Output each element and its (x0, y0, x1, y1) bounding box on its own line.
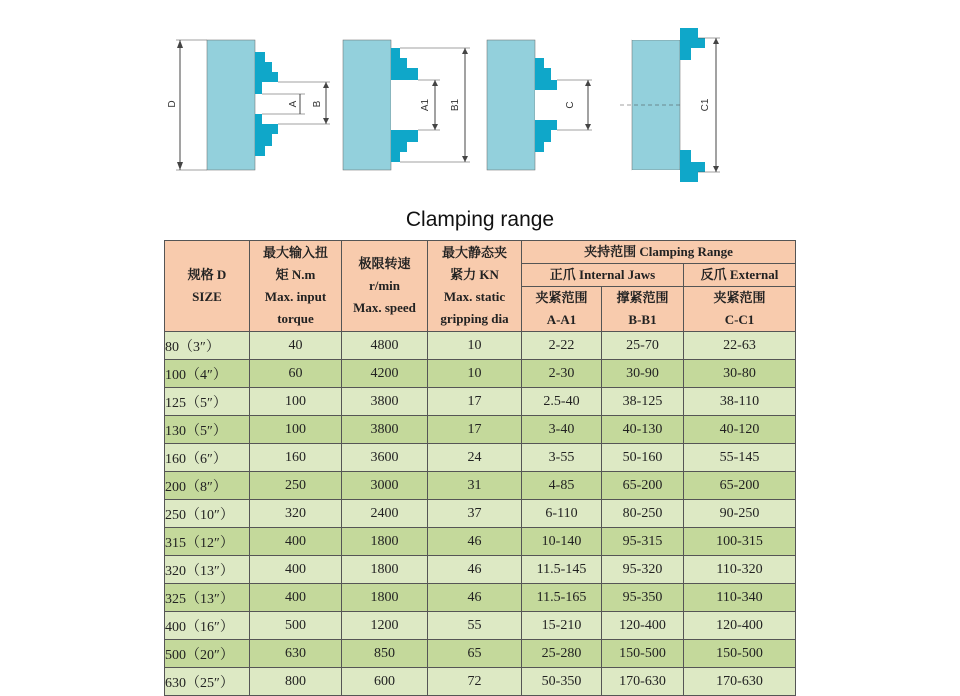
table-cell: 38-110 (684, 388, 796, 416)
table-cell: 315（12″） (165, 528, 250, 556)
label-a1: A1 (420, 98, 431, 112)
table-row (165, 528, 796, 556)
label-d: D (167, 100, 178, 108)
table-cell: 24 (428, 444, 522, 472)
table-cell: 110-320 (684, 556, 796, 584)
table-cell: 1800 (342, 556, 428, 584)
header-gripping: 最大静态夹 紧力 KN Max. static gripping dia (428, 241, 522, 332)
table-cell: 400 (250, 528, 342, 556)
table-cell: 400 (250, 584, 342, 612)
table-cell: 46 (428, 556, 522, 584)
table-row (165, 388, 796, 416)
table-cell: 95-320 (602, 556, 684, 584)
table-cell: 100 (250, 416, 342, 444)
table-cell: 55-145 (684, 444, 796, 472)
table-row (165, 360, 796, 388)
table-cell: 80（3″） (165, 332, 250, 360)
table-cell: 3800 (342, 416, 428, 444)
table-row (165, 640, 796, 668)
table-row (165, 500, 796, 528)
table-cell: 1800 (342, 528, 428, 556)
table-row (165, 416, 796, 444)
header-c-c1: 夹紧范围 C-C1 (684, 287, 796, 332)
table-cell: 55 (428, 612, 522, 640)
table-cell: 17 (428, 388, 522, 416)
table-row (165, 472, 796, 500)
label-c1: C1 (700, 98, 711, 112)
table-cell: 100（4″） (165, 360, 250, 388)
table-cell: 50-160 (602, 444, 684, 472)
table-cell: 1800 (342, 584, 428, 612)
table-cell: 25-70 (602, 332, 684, 360)
table-cell: 95-315 (602, 528, 684, 556)
table-cell: 320 (250, 500, 342, 528)
table-cell: 850 (342, 640, 428, 668)
table-cell: 3000 (342, 472, 428, 500)
table-cell: 630（25″） (165, 668, 250, 696)
table-cell: 130（5″） (165, 416, 250, 444)
chuck-diagram-2 (343, 40, 470, 170)
table-cell: 400 (250, 556, 342, 584)
label-b1: B1 (450, 98, 461, 112)
label-b: B (312, 100, 323, 108)
table-cell: 6-110 (522, 500, 602, 528)
table-cell: 17 (428, 416, 522, 444)
table-cell: 320（13″） (165, 556, 250, 584)
table-cell: 3-40 (522, 416, 602, 444)
table-cell: 500（20″） (165, 640, 250, 668)
clamping-range-table (164, 240, 796, 696)
table-cell: 2-30 (522, 360, 602, 388)
table-cell: 120-400 (684, 612, 796, 640)
table-cell: 65-200 (602, 472, 684, 500)
table-cell: 31 (428, 472, 522, 500)
table-cell: 170-630 (602, 668, 684, 696)
table-cell: 800 (250, 668, 342, 696)
table-cell: 11.5-165 (522, 584, 602, 612)
table-cell: 110-340 (684, 584, 796, 612)
table-cell: 65 (428, 640, 522, 668)
table-body (165, 332, 796, 696)
table-cell: 600 (342, 668, 428, 696)
table-cell: 4200 (342, 360, 428, 388)
table-cell: 46 (428, 584, 522, 612)
header-a-a1: 夹紧范围 A-A1 (522, 287, 602, 332)
table-row (165, 332, 796, 360)
table-cell: 30-80 (684, 360, 796, 388)
label-c: C (565, 101, 576, 109)
table-cell: 25-280 (522, 640, 602, 668)
table-cell: 65-200 (684, 472, 796, 500)
header-b-b1: 撑紧范围 B-B1 (602, 287, 684, 332)
header-external: 反爪 External (684, 264, 796, 287)
table-cell: 72 (428, 668, 522, 696)
table-cell: 80-250 (602, 500, 684, 528)
table-cell: 10 (428, 360, 522, 388)
table-cell: 500 (250, 612, 342, 640)
table-title: Clamping range (405, 208, 555, 231)
table-row (165, 444, 796, 472)
table-cell: 1200 (342, 612, 428, 640)
table-cell: 250 (250, 472, 342, 500)
table-cell: 10 (428, 332, 522, 360)
table-cell: 37 (428, 500, 522, 528)
table-cell: 250（10″） (165, 500, 250, 528)
table-cell: 11.5-145 (522, 556, 602, 584)
table-cell: 100 (250, 388, 342, 416)
table-cell: 60 (250, 360, 342, 388)
table-cell: 4800 (342, 332, 428, 360)
table-cell: 15-210 (522, 612, 602, 640)
table-cell: 100-315 (684, 528, 796, 556)
table-cell: 630 (250, 640, 342, 668)
table-cell: 3-55 (522, 444, 602, 472)
table-cell: 2.5-40 (522, 388, 602, 416)
table-cell: 10-140 (522, 528, 602, 556)
table-cell: 2400 (342, 500, 428, 528)
table-cell: 3800 (342, 388, 428, 416)
table-cell: 95-350 (602, 584, 684, 612)
table-cell: 40-120 (684, 416, 796, 444)
table-cell: 46 (428, 528, 522, 556)
table-row (165, 612, 796, 640)
table-row (165, 584, 796, 612)
table-cell: 3600 (342, 444, 428, 472)
label-a: A (288, 100, 299, 108)
header-speed: 极限转速 r/min Max. speed (342, 241, 428, 332)
header-size: 规格 D SIZE (165, 241, 250, 332)
table-cell: 160 (250, 444, 342, 472)
table-row (165, 668, 796, 696)
table-cell: 2-22 (522, 332, 602, 360)
table-cell: 40 (250, 332, 342, 360)
table-cell: 200（8″） (165, 472, 250, 500)
chuck-diagrams (0, 0, 960, 205)
table-cell: 125（5″） (165, 388, 250, 416)
table-cell: 22-63 (684, 332, 796, 360)
table-cell: 50-350 (522, 668, 602, 696)
table-cell: 120-400 (602, 612, 684, 640)
table-cell: 150-500 (684, 640, 796, 668)
table-cell: 40-130 (602, 416, 684, 444)
table-cell: 170-630 (684, 668, 796, 696)
chuck-diagram-1 (167, 40, 330, 170)
table-cell: 30-90 (602, 360, 684, 388)
header-internal-jaws: 正爪 Internal Jaws (522, 264, 684, 287)
chuck-diagram-4 (620, 28, 720, 182)
chuck-diagram-3 (487, 40, 592, 170)
table-cell: 90-250 (684, 500, 796, 528)
table-cell: 38-125 (602, 388, 684, 416)
header-clamping-range: 夹持范围 Clamping Range (522, 241, 796, 264)
table-cell: 400（16″） (165, 612, 250, 640)
table-cell: 160（6″） (165, 444, 250, 472)
header-torque: 最大输入扭 矩 N.m Max. input torque (250, 241, 342, 332)
table-cell: 325（13″） (165, 584, 250, 612)
table-cell: 150-500 (602, 640, 684, 668)
table-cell: 4-85 (522, 472, 602, 500)
table-row (165, 556, 796, 584)
